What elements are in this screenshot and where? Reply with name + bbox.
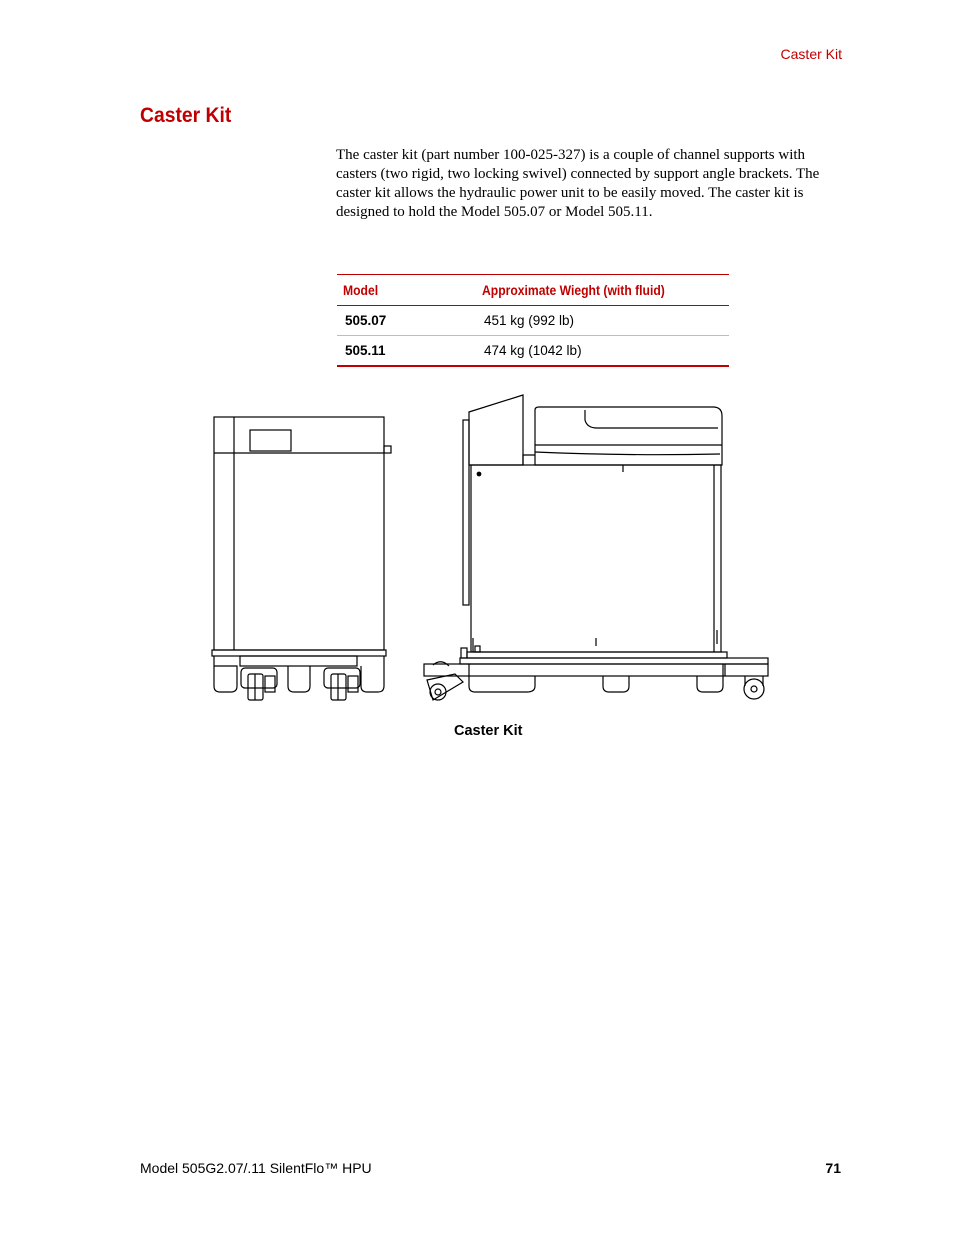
footer-doc-title: Model 505G2.07/.11 SilentFlo™ HPU: [140, 1160, 372, 1176]
weight-cell: 451 kg (992 lb): [476, 306, 729, 336]
side-view: [424, 395, 768, 700]
intro-paragraph: The caster kit (part number 100-025-327) is a couple of channel supports with casters (two rigid, two locking swivel) connected by support angle brackets. The caster kit allows the hydraulic power unit to be easily moved. The caster kit is designed to hold the Model 505.07 or Model 505.11.: [336, 147, 820, 220]
weight-cell: 474 kg (1042 lb): [476, 336, 729, 367]
caster-kit-drawing: [205, 390, 775, 710]
front-view: [212, 417, 391, 700]
model-cell: 505.07: [337, 306, 476, 336]
column-header-model: Model: [337, 275, 476, 306]
table-row: [337, 306, 729, 336]
section-title: Caster Kit: [140, 104, 232, 127]
model-cell: 505.11: [337, 336, 476, 367]
figure-caption: Caster Kit: [454, 723, 523, 739]
table-row: [337, 336, 729, 367]
weight-table: [337, 274, 729, 367]
page-number: 71: [825, 1160, 841, 1176]
running-header: Caster Kit: [780, 46, 842, 62]
column-header-weight: Approximate Wieght (with fluid): [476, 275, 729, 306]
table-header-row: [337, 275, 729, 306]
